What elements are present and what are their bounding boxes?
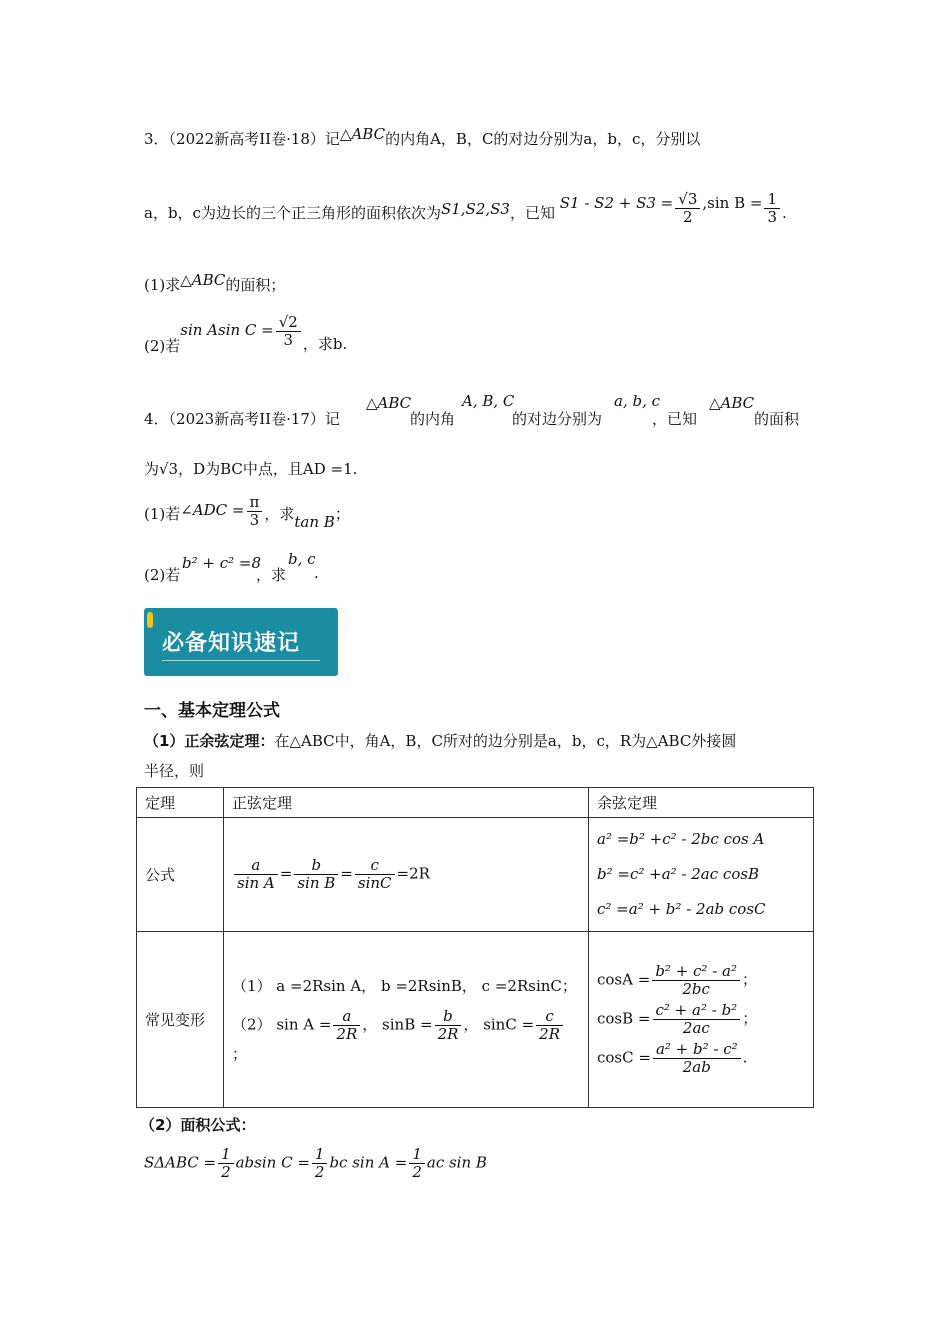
condition-expr: S1 - S2 + S3 = <box>559 194 674 212</box>
problem-3-line1: 3．（2022新高考II卷·18）记△ABC的内角A，B，C的对边分别为a，b，c，分别以 <box>144 125 701 148</box>
knowledge-banner <box>144 608 338 676</box>
banner-underline <box>162 660 320 661</box>
sine-cosine-intro: （1）正余弦定理：在△ABC中，角A，B，C所对的边分别是a，b，c，R为△ABC外接圆 <box>144 732 737 750</box>
sine-cosine-intro-2: 半径，则 <box>144 762 205 780</box>
theorem-table <box>136 787 814 1108</box>
banner-title: 必备知识速记 <box>162 631 301 656</box>
sine-law-formula: $\frac{a}{\text{sin A}}$ = $\frac{b}{\text{sin B}}$ = $\frac{c}{\sin C}$ =2R <box>224 818 589 932</box>
problem-4-line1: 4．（2023新高考II卷·17）记 △ABC 的内角 A, B, C 的对边分别为 a, b, c ，已知 △ABC 的面积 <box>144 392 800 428</box>
one-third: $\frac{1}{3}$ <box>764 191 780 226</box>
cosine-law-variations: cosA = $\frac{\text{b² + c² - a²}}{2bc}$ ； cosB = $\frac{\text{c² + a² - b²}}{2ac}$ ； cosC = $\frac{\text{a² + b² - c²}}{2ab}$ . <box>589 932 814 1108</box>
header-sine-law: 正弦定理 <box>224 788 589 818</box>
sqrt3-over-2: $\frac{√3}{2}$ <box>675 191 700 226</box>
header-theorem: 定理 <box>137 788 224 818</box>
problem-3-q2: (2)若sin Asin C = $\frac{√2}{3}$ ，求b. <box>144 312 348 355</box>
header-cosine-law: 余弦定理 <box>589 788 814 818</box>
sqrt2-over-3: $\frac{√2}{3}$ <box>276 314 301 349</box>
row-label-variations: 常见变形 <box>137 932 224 1108</box>
banner-marker <box>147 612 153 628</box>
problem-4-q2: (2)若 b² + c² =8 ，求 b, c . <box>144 550 319 584</box>
problem-4-q1: (1)若∠ADC = $\frac{\pi}{3}$ ，求tan B； <box>144 492 350 531</box>
problem-3-line2: a，b，c为边长的三个正三角形的面积依次为S1,S2,S3，已知 S1 - S2 + S3 = $\frac{√3}{2}$ ,sin B = $\frac{1}{3}$ . <box>144 189 787 226</box>
table-row-formula <box>137 818 814 932</box>
sine-law-variations: （1） a =2Rsin A， b =2RsinB， c =2RsinC； （2） sin A = $\frac{a}{2R}$ ， sinB = $\frac{b}{2R}$ ， sinC = $\frac{c}{2R}$ ； <box>224 932 589 1108</box>
section-heading: 一、基本定理公式 <box>144 701 280 721</box>
table-header-row <box>137 788 814 818</box>
pi-over-3: $\frac{\pi}{3}$ <box>247 494 263 529</box>
table-row-variations <box>137 932 814 1108</box>
row-label-formula: 公式 <box>137 818 224 932</box>
cosine-law-formula: a² =b² +c² - 2bc cos A b² =c² +a² - 2ac cosB c² =a² + b² - 2ab cosC <box>589 818 814 932</box>
area-formula-label: （2）面积公式： <box>140 1116 256 1134</box>
problem-3-q1: (1)求△ABC的面积； <box>144 271 286 294</box>
problem-4-line2: 为√3，D为BC中点，且AD =1. <box>144 460 358 478</box>
area-formula: SΔABC = $\frac{1}{2}$ absin C = $\frac{1}{2}$ bc sin A = $\frac{1}{2}$ ac sin B <box>144 1145 487 1181</box>
